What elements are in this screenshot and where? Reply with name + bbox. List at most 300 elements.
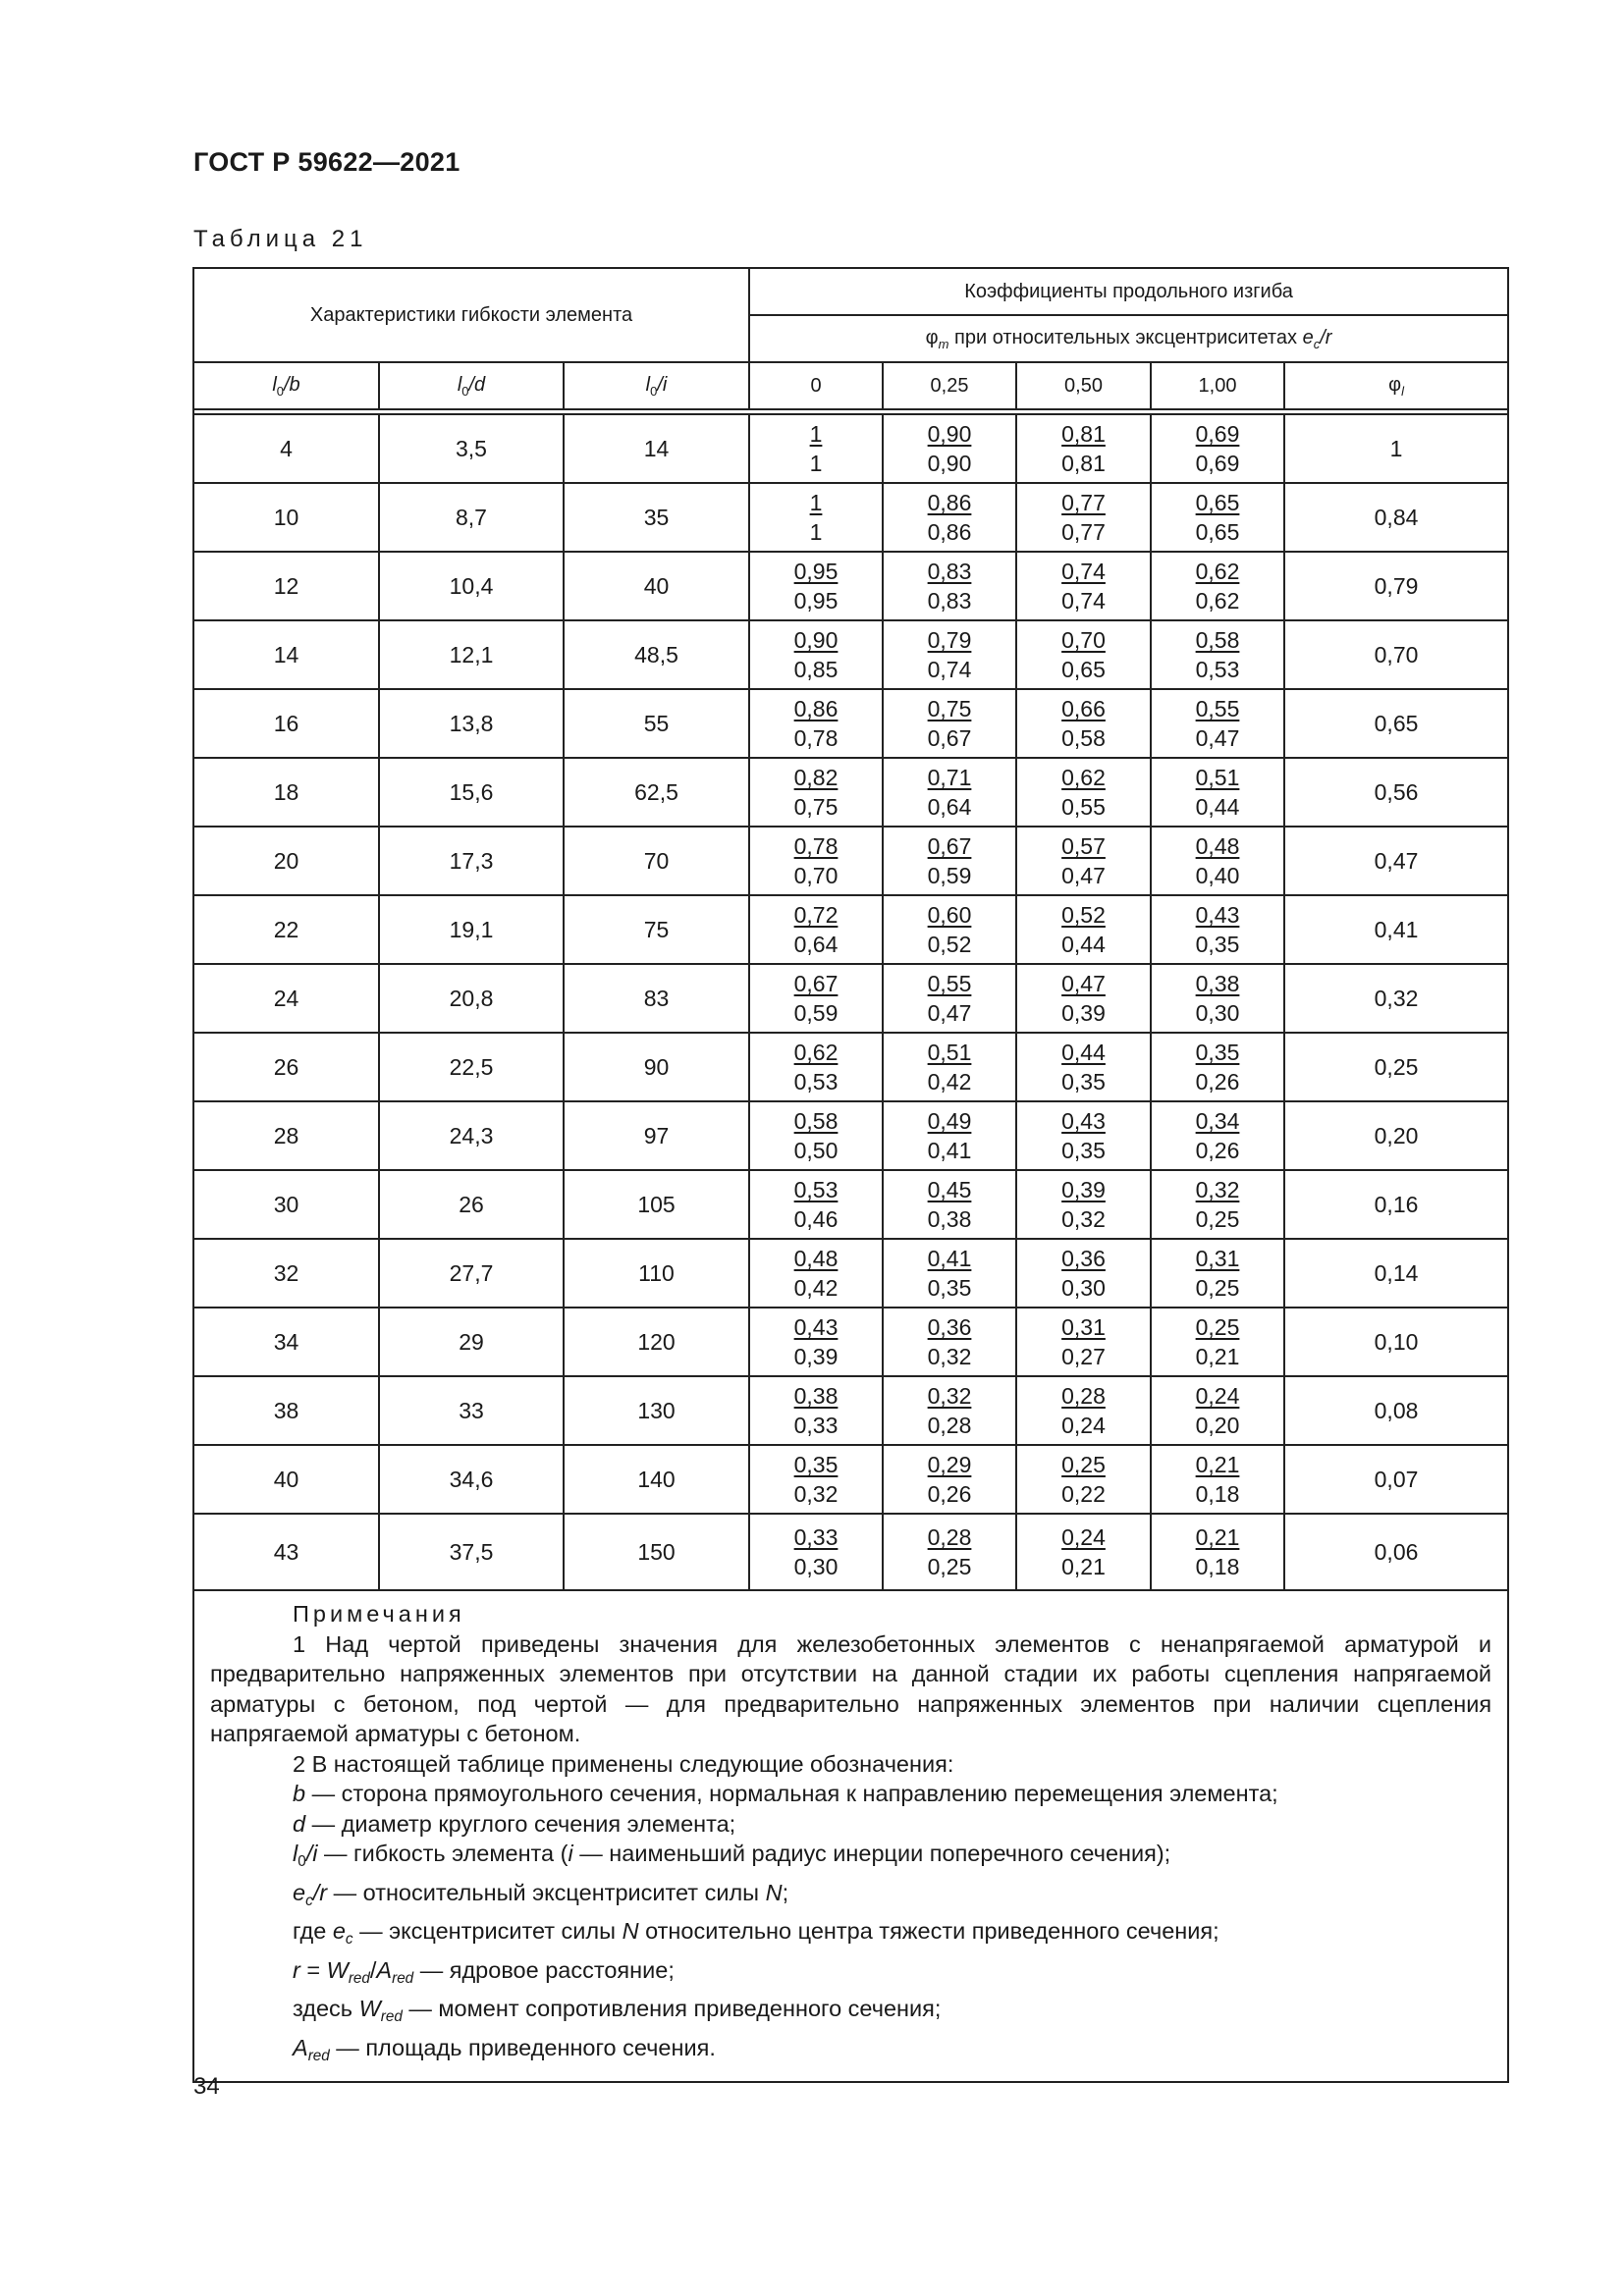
value-above-line: 0,36: [1061, 1246, 1106, 1271]
fraction-value: [1061, 694, 1106, 753]
value-below-line: 0,44: [1061, 932, 1106, 957]
value-below-line: 0,58: [1061, 725, 1106, 751]
table-row: [193, 1101, 1508, 1170]
note-def-w-red: здесь $W_{red}$ — момент сопротивления приведенного сечения;: [293, 1996, 942, 2025]
fraction-value: [1061, 1522, 1106, 1581]
value-above-line: 0,43: [793, 1314, 839, 1340]
value-below-line: 0,32: [1061, 1206, 1106, 1232]
cell-phi-l: 0,41: [1284, 895, 1508, 964]
cell-phi-m-e100: [1151, 1239, 1284, 1308]
value-below-line: 0,95: [793, 588, 839, 614]
value-below-line: 0,35: [1061, 1069, 1106, 1095]
value-above-line: 0,79: [927, 627, 972, 653]
value-above-line: 0,21: [1195, 1524, 1240, 1550]
value-above-line: 0,24: [1195, 1383, 1240, 1409]
fraction-value: [1196, 969, 1240, 1028]
value-below-line: 0,32: [793, 1481, 839, 1507]
value-above-line: 0,38: [1195, 971, 1240, 996]
value-above-line: 0,81: [1061, 421, 1106, 447]
value-above-line: 0,25: [1061, 1452, 1106, 1477]
value-above-line: 0,77: [1061, 490, 1106, 515]
cell-l0-i: 55: [564, 689, 749, 758]
cell-l0-d: 33: [379, 1376, 564, 1445]
value-below-line: 0,40: [1195, 863, 1240, 888]
cell-l0-i: 83: [564, 964, 749, 1033]
cell-phi-m-e0: [749, 689, 883, 758]
fraction-value: [928, 625, 972, 684]
cell-phi-m-e0: [749, 483, 883, 552]
fraction-value: [794, 1038, 839, 1096]
fraction-value: [928, 1312, 972, 1371]
value-below-line: 0,25: [1195, 1206, 1240, 1232]
value-above-line: 0,39: [1061, 1177, 1106, 1202]
value-above-line: 0,67: [927, 833, 972, 859]
note-def-r: $r = W_{red}/A_{red}$ — ядровое расстояние;: [293, 1956, 675, 1987]
cell-phi-m-e0: [749, 895, 883, 964]
value-above-line: 0,53: [793, 1177, 839, 1202]
value-below-line: 0,20: [1195, 1413, 1240, 1438]
cell-l0-i: 14: [564, 414, 749, 483]
value-below-line: 0,50: [793, 1138, 839, 1163]
cell-l0-i: 150: [564, 1514, 749, 1590]
fraction-value: [1196, 1450, 1240, 1509]
fraction-value: [1196, 1106, 1240, 1165]
fraction-value: [1061, 1175, 1106, 1234]
table-row: [193, 758, 1508, 827]
cell-phi-m-e0: [749, 758, 883, 827]
cell-l0-b: 12: [193, 552, 379, 620]
value-above-line: 0,60: [927, 902, 972, 928]
value-above-line: 0,33: [793, 1524, 839, 1550]
cell-phi-m-e025: [883, 964, 1016, 1033]
value-below-line: 0,53: [793, 1069, 839, 1095]
cell-phi-m-e100: [1151, 1170, 1284, 1239]
note-2: 2 В настоящей таблице применены следующие обозначения:: [293, 1750, 954, 1777]
fraction-value: [1196, 488, 1240, 547]
cell-l0-i: 120: [564, 1308, 749, 1376]
cell-l0-d: 37,5: [379, 1514, 564, 1590]
fraction-value: [1196, 1522, 1240, 1581]
value-below-line: 0,47: [1061, 863, 1106, 888]
cell-l0-d: 26: [379, 1170, 564, 1239]
fraction-value: [794, 1522, 839, 1581]
value-above-line: 0,90: [927, 421, 972, 447]
cell-phi-m-e100: [1151, 1445, 1284, 1514]
value-below-line: 0,90: [927, 451, 972, 476]
cell-phi-m-e100: [1151, 827, 1284, 895]
column-header-e-0: 0: [749, 362, 883, 409]
table-row: [193, 620, 1508, 689]
fraction-value: [794, 763, 839, 822]
fraction-value: [1061, 1450, 1106, 1509]
note-def-ec: где $e_c$ — эксцентриситет силы N относительно центра тяжести приведенного сечения;: [293, 1918, 1219, 1948]
buckling-coefficient-table: [192, 267, 1509, 2083]
fraction-value: [1196, 1312, 1240, 1371]
column-header-phi-l: $\varphi_l$: [1284, 362, 1508, 409]
value-below-line: 1: [809, 519, 823, 545]
cell-phi-l: 0,84: [1284, 483, 1508, 552]
table-row: [193, 552, 1508, 620]
document-code: ГОСТ Р 59622—2021: [193, 147, 460, 177]
cell-phi-m-e100: [1151, 620, 1284, 689]
value-above-line: 0,25: [1195, 1314, 1240, 1340]
fraction-value: [1061, 625, 1106, 684]
cell-phi-l: 0,65: [1284, 689, 1508, 758]
value-above-line: 0,34: [1195, 1108, 1240, 1134]
table-row: [193, 1445, 1508, 1514]
value-above-line: 0,72: [793, 902, 839, 928]
cell-phi-m-e0: [749, 1308, 883, 1376]
fraction-value: [794, 694, 839, 753]
fraction-value: [928, 419, 972, 478]
cell-phi-m-e0: [749, 1033, 883, 1101]
fraction-value: [928, 1381, 972, 1440]
fraction-value: [1061, 557, 1106, 615]
cell-phi-m-e100: [1151, 689, 1284, 758]
value-below-line: 0,81: [1061, 451, 1106, 476]
cell-phi-m-e050: [1016, 964, 1151, 1033]
value-below-line: 0,25: [927, 1554, 972, 1579]
cell-phi-m-e025: [883, 895, 1016, 964]
cell-phi-m-e050: [1016, 1376, 1151, 1445]
value-above-line: 0,66: [1061, 696, 1106, 721]
cell-l0-b: 38: [193, 1376, 379, 1445]
value-above-line: 0,62: [1061, 765, 1106, 790]
header-buckling-coefficients: Коэффициенты продольного изгиба: [749, 268, 1508, 315]
value-above-line: 0,69: [1195, 421, 1240, 447]
fraction-value: [794, 557, 839, 615]
cell-phi-l: 0,79: [1284, 552, 1508, 620]
cell-l0-b: 16: [193, 689, 379, 758]
fraction-value: [1196, 900, 1240, 959]
value-below-line: 0,35: [927, 1275, 972, 1301]
table-row: [193, 689, 1508, 758]
cell-l0-b: 4: [193, 414, 379, 483]
value-below-line: 0,21: [1195, 1344, 1240, 1369]
value-below-line: 0,59: [793, 1000, 839, 1026]
cell-phi-l: 0,07: [1284, 1445, 1508, 1514]
cell-l0-b: 14: [193, 620, 379, 689]
fraction-value: [794, 1381, 839, 1440]
cell-l0-b: 30: [193, 1170, 379, 1239]
cell-phi-m-e0: [749, 1376, 883, 1445]
cell-l0-b: 10: [193, 483, 379, 552]
value-above-line: 0,58: [1195, 627, 1240, 653]
fraction-value: [1061, 763, 1106, 822]
cell-phi-m-e100: [1151, 1308, 1284, 1376]
cell-l0-d: 15,6: [379, 758, 564, 827]
cell-l0-b: 32: [193, 1239, 379, 1308]
cell-l0-d: 13,8: [379, 689, 564, 758]
value-above-line: 0,51: [1195, 765, 1240, 790]
header-slenderness-characteristics: Характеристики гибкости элемента: [193, 268, 749, 362]
cell-phi-m-e0: [749, 414, 883, 483]
column-header-e-025: 0,25: [883, 362, 1016, 409]
cell-phi-m-e050: [1016, 620, 1151, 689]
value-below-line: 0,65: [1195, 519, 1240, 545]
value-below-line: 0,39: [793, 1344, 839, 1369]
cell-phi-m-e100: [1151, 1033, 1284, 1101]
cell-phi-m-e0: [749, 827, 883, 895]
cell-phi-l: 0,10: [1284, 1308, 1508, 1376]
value-above-line: 0,48: [793, 1246, 839, 1271]
value-below-line: 0,47: [1195, 725, 1240, 751]
value-above-line: 0,62: [793, 1040, 839, 1065]
value-below-line: 0,69: [1195, 451, 1240, 476]
cell-phi-m-e050: [1016, 689, 1151, 758]
fraction-value: [1061, 831, 1106, 890]
table-row: [193, 1308, 1508, 1376]
table-row: [193, 964, 1508, 1033]
cell-l0-i: 97: [564, 1101, 749, 1170]
cell-phi-l: 0,20: [1284, 1101, 1508, 1170]
value-above-line: 0,62: [1195, 559, 1240, 584]
cell-l0-i: 40: [564, 552, 749, 620]
value-above-line: 0,55: [1195, 696, 1240, 721]
fraction-value: [928, 1522, 972, 1581]
fraction-value: [1061, 1381, 1106, 1440]
note-def-b: b — сторона прямоугольного сечения, нормальная к направлению перемещения элемента;: [293, 1781, 1278, 1806]
value-above-line: 0,47: [1061, 971, 1106, 996]
value-below-line: 0,85: [793, 657, 839, 682]
value-above-line: 0,82: [793, 765, 839, 790]
value-above-line: 0,75: [927, 696, 972, 721]
cell-phi-m-e100: [1151, 895, 1284, 964]
value-below-line: 0,42: [927, 1069, 972, 1095]
value-below-line: 0,30: [793, 1554, 839, 1579]
cell-phi-m-e0: [749, 1514, 883, 1590]
value-above-line: 0,31: [1195, 1246, 1240, 1271]
cell-phi-m-e050: [1016, 552, 1151, 620]
table-row: [193, 895, 1508, 964]
cell-l0-d: 17,3: [379, 827, 564, 895]
cell-l0-d: 22,5: [379, 1033, 564, 1101]
cell-phi-m-e025: [883, 1376, 1016, 1445]
value-below-line: 0,64: [927, 794, 972, 820]
fraction-value: [1196, 1038, 1240, 1096]
cell-l0-d: 27,7: [379, 1239, 564, 1308]
cell-phi-l: 0,25: [1284, 1033, 1508, 1101]
notes-title: Примечания: [293, 1601, 465, 1627]
cell-phi-m-e050: [1016, 483, 1151, 552]
cell-phi-m-e025: [883, 758, 1016, 827]
fraction-value: [1196, 1244, 1240, 1303]
cell-phi-m-e025: [883, 1445, 1016, 1514]
value-below-line: 0,77: [1061, 519, 1106, 545]
cell-l0-b: 18: [193, 758, 379, 827]
value-below-line: 0,35: [1061, 1138, 1106, 1163]
column-header-e-100: 1,00: [1151, 362, 1284, 409]
value-below-line: 0,42: [793, 1275, 839, 1301]
value-below-line: 0,32: [927, 1344, 972, 1369]
value-above-line: 0,45: [927, 1177, 972, 1202]
value-below-line: 0,38: [927, 1206, 972, 1232]
value-above-line: 0,67: [793, 971, 839, 996]
cell-phi-m-e0: [749, 552, 883, 620]
fraction-value: [1061, 900, 1106, 959]
notes-block: [193, 1590, 1508, 2082]
cell-l0-b: 24: [193, 964, 379, 1033]
cell-l0-i: 35: [564, 483, 749, 552]
cell-phi-m-e050: [1016, 1445, 1151, 1514]
value-below-line: 0,65: [1061, 657, 1106, 682]
cell-phi-m-e025: [883, 1308, 1016, 1376]
cell-l0-b: 40: [193, 1445, 379, 1514]
cell-phi-m-e100: [1151, 1376, 1284, 1445]
cell-phi-m-e100: [1151, 1101, 1284, 1170]
value-above-line: 0,86: [793, 696, 839, 721]
value-above-line: 0,71: [927, 765, 972, 790]
cell-l0-b: 34: [193, 1308, 379, 1376]
cell-phi-m-e0: [749, 1445, 883, 1514]
fraction-value: [928, 1175, 972, 1234]
cell-phi-l: 1: [1284, 414, 1508, 483]
cell-phi-m-e0: [749, 1239, 883, 1308]
table-caption: Таблица 21: [193, 226, 368, 252]
value-below-line: 0,41: [927, 1138, 972, 1163]
cell-l0-i: 110: [564, 1239, 749, 1308]
cell-l0-d: 10,4: [379, 552, 564, 620]
value-above-line: 0,51: [927, 1040, 972, 1065]
fraction-value: [928, 969, 972, 1028]
cell-phi-m-e025: [883, 827, 1016, 895]
cell-l0-b: 22: [193, 895, 379, 964]
value-below-line: 0,78: [793, 725, 839, 751]
value-below-line: 0,52: [927, 932, 972, 957]
fraction-value: [794, 831, 839, 890]
value-above-line: 0,28: [927, 1524, 972, 1550]
fraction-value: [1061, 1312, 1106, 1371]
fraction-value: [928, 763, 972, 822]
value-above-line: 0,65: [1195, 490, 1240, 515]
cell-l0-b: 20: [193, 827, 379, 895]
value-above-line: 0,83: [927, 559, 972, 584]
cell-phi-l: 0,56: [1284, 758, 1508, 827]
value-above-line: 0,28: [1061, 1383, 1106, 1409]
note-def-eccentricity: $e_c/r$ — относительный эксцентриситет силы N;: [293, 1879, 789, 1909]
fraction-value: [794, 969, 839, 1028]
value-above-line: 0,78: [793, 833, 839, 859]
note-def-d: d — диаметр круглого сечения элемента;: [293, 1810, 736, 1837]
value-below-line: 0,62: [1195, 588, 1240, 614]
cell-phi-l: 0,14: [1284, 1239, 1508, 1308]
note-1: 1 Над чертой приведены значения для железобетонных элементов с ненапрягаемой арматурой и предварительно напряженных элементов при отсутствии на данной стадии их работы сцепления напрягаемой арматуры с бетоном, под чертой — для предварительно напряженных элементов при наличии сцепления напрягаемой арматуры с бетоном.: [210, 1630, 1492, 1746]
value-above-line: 0,24: [1061, 1524, 1106, 1550]
cell-l0-d: 3,5: [379, 414, 564, 483]
value-above-line: 0,52: [1061, 902, 1106, 928]
fraction-value: [794, 1106, 839, 1165]
cell-phi-m-e050: [1016, 827, 1151, 895]
table-row: [193, 1239, 1508, 1308]
cell-phi-m-e100: [1151, 552, 1284, 620]
value-above-line: 0,95: [793, 559, 839, 584]
value-above-line: 0,43: [1061, 1108, 1106, 1134]
cell-l0-b: 26: [193, 1033, 379, 1101]
cell-phi-m-e025: [883, 620, 1016, 689]
value-below-line: 1: [809, 451, 823, 476]
cell-l0-i: 140: [564, 1445, 749, 1514]
cell-phi-m-e050: [1016, 1239, 1151, 1308]
value-below-line: 0,30: [1061, 1275, 1106, 1301]
fraction-value: [928, 1106, 972, 1165]
cell-phi-m-e050: [1016, 1033, 1151, 1101]
cell-l0-b: 43: [193, 1514, 379, 1590]
value-above-line: 0,44: [1061, 1040, 1106, 1065]
value-above-line: 0,32: [1195, 1177, 1240, 1202]
fraction-value: [794, 1244, 839, 1303]
fraction-value: [1196, 763, 1240, 822]
value-above-line: 0,48: [1195, 833, 1240, 859]
cell-phi-m-e0: [749, 620, 883, 689]
cell-phi-m-e0: [749, 1101, 883, 1170]
value-below-line: 0,55: [1061, 794, 1106, 820]
fraction-value: [1061, 1038, 1106, 1096]
value-below-line: 0,47: [927, 1000, 972, 1026]
fraction-value: [928, 1038, 972, 1096]
fraction-value: [928, 831, 972, 890]
cell-phi-m-e050: [1016, 895, 1151, 964]
cell-phi-m-e025: [883, 1101, 1016, 1170]
value-below-line: 0,75: [793, 794, 839, 820]
value-below-line: 0,27: [1061, 1344, 1106, 1369]
column-header-l0-d: $l_0/d$: [379, 362, 564, 409]
column-header-e-050: 0,50: [1016, 362, 1151, 409]
cell-phi-m-e050: [1016, 1514, 1151, 1590]
fraction-value: [928, 1450, 972, 1509]
value-above-line: 0,57: [1061, 833, 1106, 859]
value-below-line: 0,25: [1195, 1275, 1240, 1301]
value-above-line: 0,55: [927, 971, 972, 996]
cell-l0-i: 62,5: [564, 758, 749, 827]
fraction-value: [1196, 831, 1240, 890]
value-above-line: 0,35: [1195, 1040, 1240, 1065]
value-below-line: 0,21: [1061, 1554, 1106, 1579]
cell-phi-m-e025: [883, 1239, 1016, 1308]
fraction-value: [794, 1175, 839, 1234]
fraction-value: [1196, 1381, 1240, 1440]
fraction-value: [928, 694, 972, 753]
value-below-line: 0,74: [1061, 588, 1106, 614]
note-def-a-red: $A_{red}$ — площадь приведенного сечения.: [293, 2034, 716, 2064]
table-row: [193, 414, 1508, 483]
cell-phi-m-e050: [1016, 1308, 1151, 1376]
cell-phi-l: 0,32: [1284, 964, 1508, 1033]
page-number: 34: [193, 2073, 220, 2100]
cell-phi-m-e025: [883, 1514, 1016, 1590]
value-above-line: 0,43: [1195, 902, 1240, 928]
value-below-line: 0,26: [1195, 1138, 1240, 1163]
cell-phi-m-e100: [1151, 758, 1284, 827]
value-above-line: 0,31: [1061, 1314, 1106, 1340]
column-header-l0-i: $l_0/i$: [564, 362, 749, 409]
header-phi-m-eccentricity: $\varphi_m$ при относительных эксцентриситетах $e_c/r$: [749, 315, 1508, 362]
value-above-line: 1: [809, 490, 823, 515]
value-below-line: 0,18: [1195, 1554, 1240, 1579]
fraction-value: [810, 488, 823, 547]
table-row: [193, 1170, 1508, 1239]
fraction-value: [1196, 419, 1240, 478]
cell-phi-m-e025: [883, 483, 1016, 552]
cell-l0-i: 75: [564, 895, 749, 964]
value-below-line: 0,24: [1061, 1413, 1106, 1438]
value-above-line: 1: [809, 421, 823, 447]
cell-phi-l: 0,47: [1284, 827, 1508, 895]
value-below-line: 0,70: [793, 863, 839, 888]
value-below-line: 0,67: [927, 725, 972, 751]
value-below-line: 0,39: [1061, 1000, 1106, 1026]
value-below-line: 0,33: [793, 1413, 839, 1438]
value-above-line: 0,36: [927, 1314, 972, 1340]
